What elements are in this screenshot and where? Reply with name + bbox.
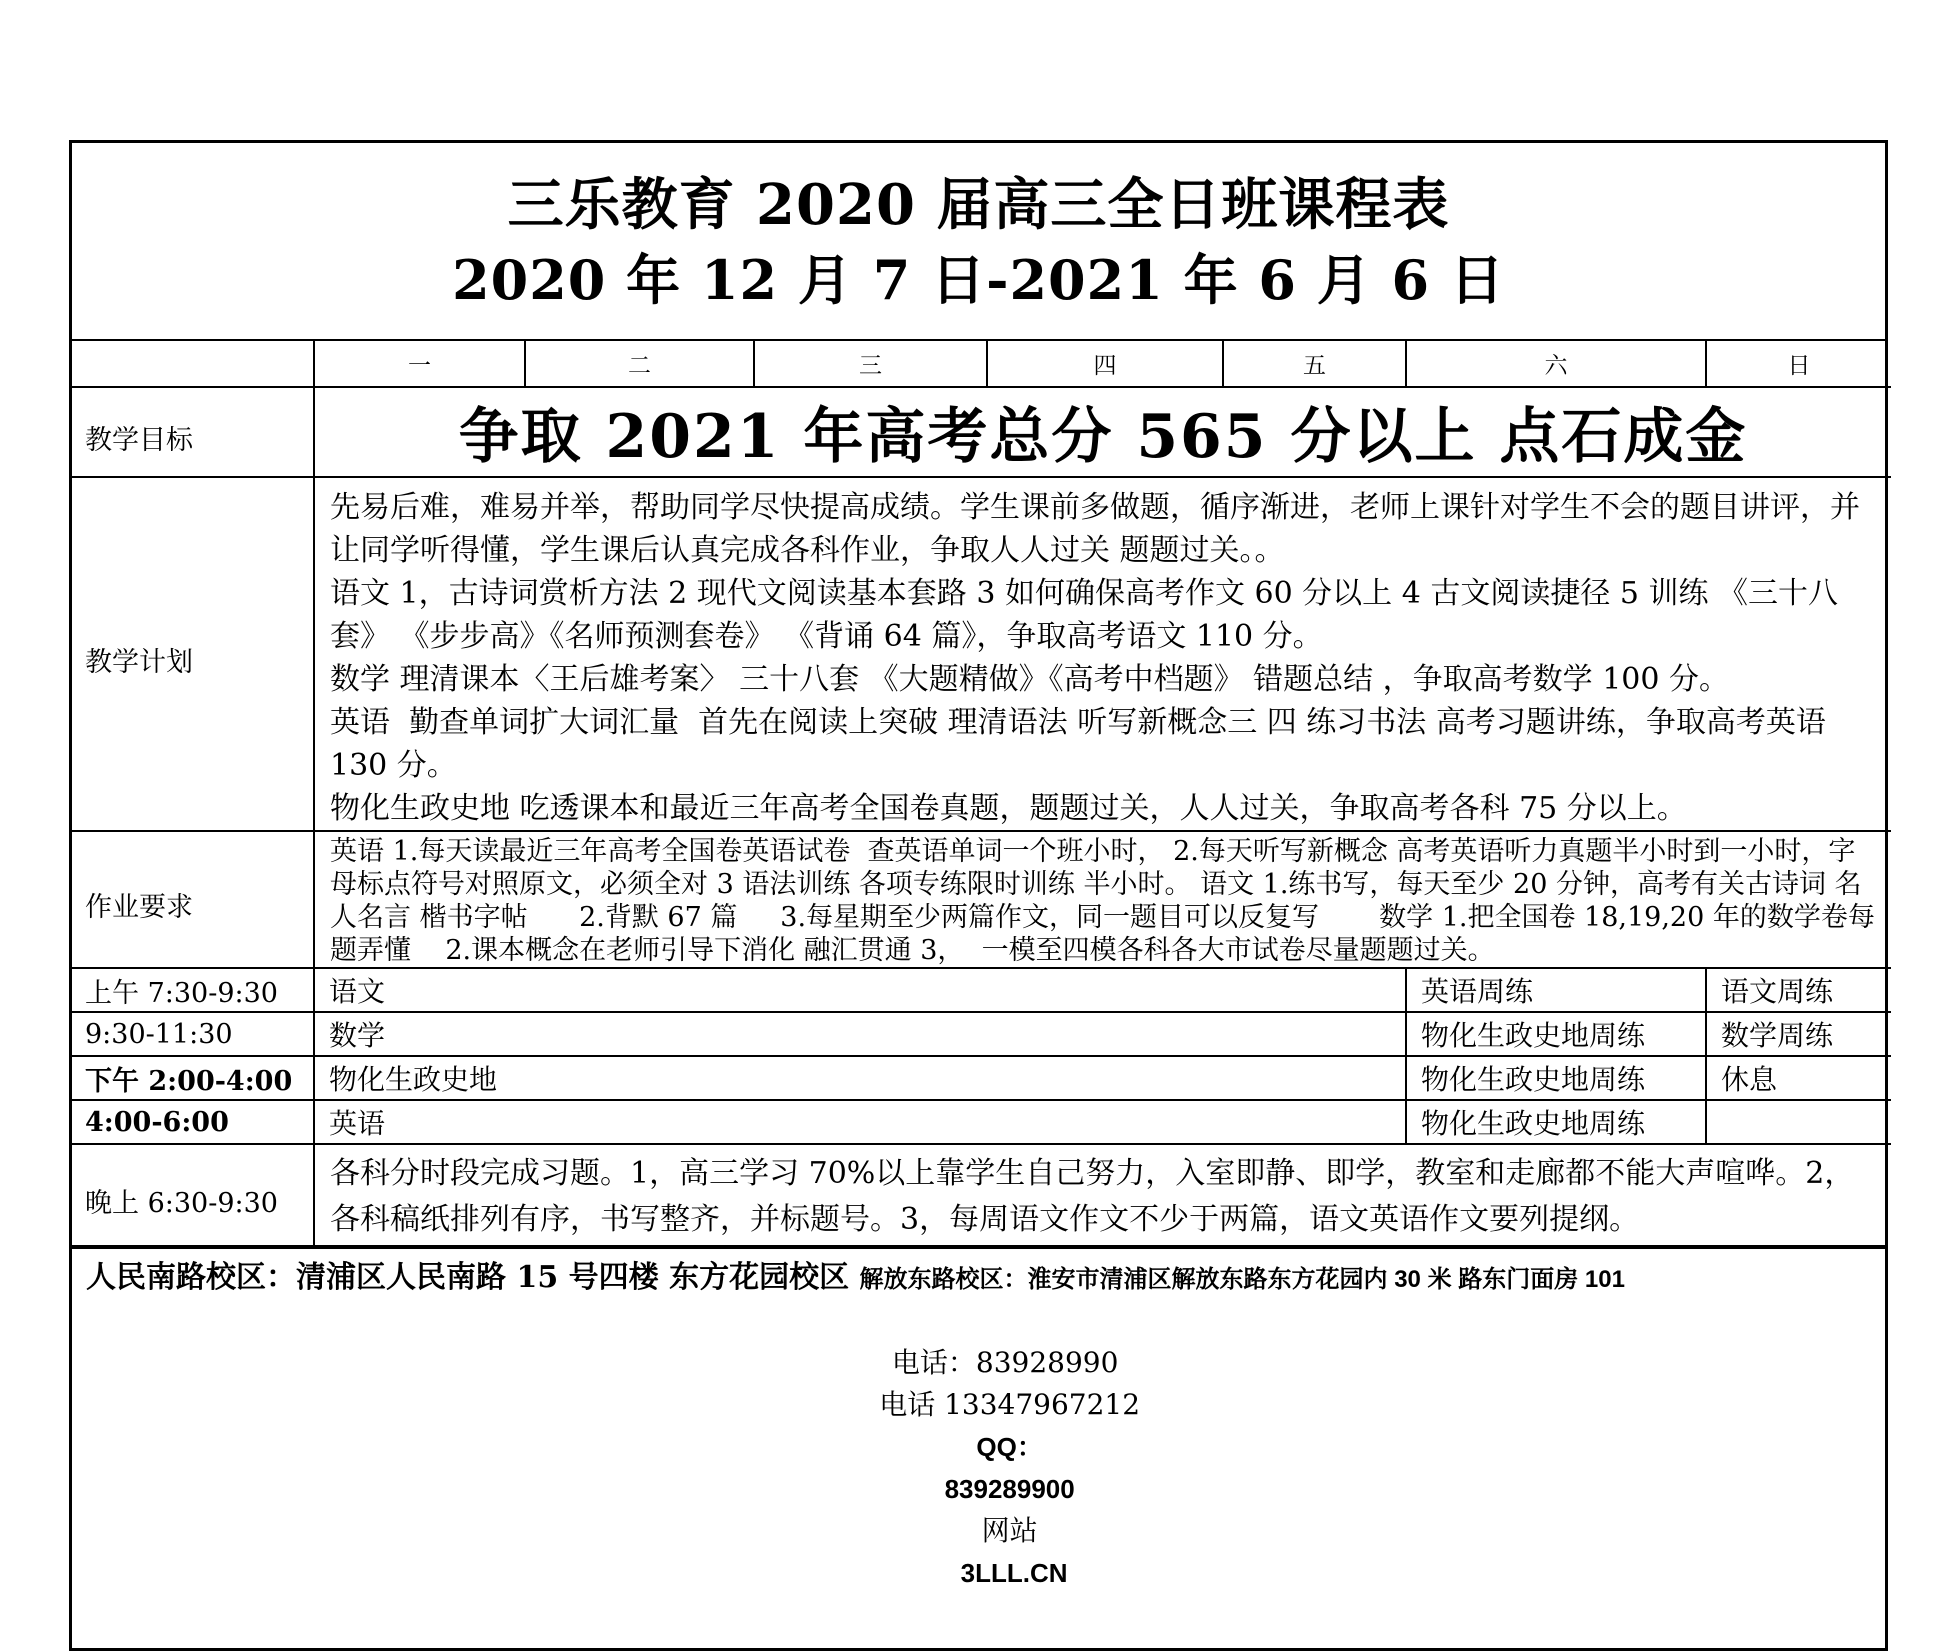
- saturday-cell: 物化生政史地周练: [1406, 1012, 1706, 1056]
- time-slot-label: 上午 7:30-9:30: [72, 968, 314, 1012]
- teaching-goal-row: [72, 387, 1891, 477]
- weekday-header-thu: 四: [987, 341, 1223, 387]
- plan-science: 物化生政史地 吃透课本和最近三年高考全国卷真题，题题过关，人人过关，争取高考各科 75 分以上。: [330, 791, 1687, 826]
- time-slot-label: 4:00-6:00: [72, 1100, 314, 1144]
- time-slot-label: 下午 2:00-4:00: [72, 1056, 314, 1100]
- evening-rules-text: 各科分时段完成习题。1，高三学习 70%以上靠学生自己努力，入室即静、即学，教室和走廊都不能大声喧哗。2，各科稿纸排列有序，书写整齐，并标题号。3，每周语文作文不少于两篇，语文英语作文要列提纲。: [314, 1144, 1891, 1245]
- footer-block: [72, 1245, 1885, 1648]
- saturday-cell: 英语周练: [1406, 968, 1706, 1012]
- plan-english: 英语 勤查单词扩大词汇量 首先在阅读上突破 理清语法 听写新概念三 四 练习书法 高考习题讲练，争取高考英语 130 分。: [330, 705, 1836, 783]
- weekday-header-tue: 二: [525, 341, 754, 387]
- schedule-row-afternoon1: [72, 1056, 1891, 1100]
- title-block: [72, 143, 1885, 341]
- campus-east-address: 解放东路校区：淮安市清浦区解放东路东方花园内 30 米 路东门面房 101: [859, 1266, 1625, 1293]
- teaching-goal-text: 争取 2021 年高考总分 565 分以上 点石成金: [314, 387, 1891, 477]
- sunday-cell: [1706, 1100, 1891, 1144]
- evening-time-label: 晚上 6:30-9:30: [72, 1144, 314, 1245]
- homework-row: [72, 831, 1891, 968]
- teaching-plan-row: [72, 477, 1891, 831]
- schedule-row-morning1: [72, 968, 1891, 1012]
- timetable: [72, 341, 1891, 1245]
- main-title: 三乐教育 2020 届高三全日班课程表: [507, 172, 1450, 238]
- weekday-header-fri: 五: [1223, 341, 1406, 387]
- schedule-row-morning2: [72, 1012, 1891, 1056]
- time-slot-label: 9:30-11:30: [72, 1012, 314, 1056]
- qq-label: QQ：: [976, 1432, 1043, 1462]
- weekday-subject-cell: 语文: [314, 968, 1406, 1012]
- teaching-goal-label: 教学目标: [72, 387, 314, 477]
- weekday-header-empty: [72, 341, 314, 387]
- homework-label: 作业要求: [72, 831, 314, 968]
- weekday-header-row: [72, 341, 1891, 387]
- plan-intro: 先易后难，难易并举，帮助同学尽快提高成绩。学生课前多做题，循序渐进，老师上课针对学生不会的题目讲评，并让同学听得懂，学生课后认真完成各科作业，争取人人过关 题题过关。。: [330, 490, 1860, 568]
- homework-text: 英语 1.每天读最近三年高考全国卷英语试卷 查英语单词一个班小时， 2.每天听写新概念 高考英语听力真题半小时到一小时，字母标点符号对照原文，必须全对 3 语法训练 各项专练限时训练 半小时。 语文 1.练书写，每天至少 20 分钟，高考有关古诗词 名人名言 楷书字帖 2.背默 67 篇 3.每星期至少两篇作文，同一题目可以反复写 数学 1.把全国卷 18,19,20 年的数学卷每题弄懂 2.课本概念在老师引导下消化 融汇贯通 3， 一模至四模各科各大市试卷尽量题题过关。: [314, 831, 1891, 968]
- campus-main-address: 人民南路校区：清浦区人民南路 15 号四楼 东方花园校区: [86, 1260, 850, 1295]
- phone-2: 电话 13347967212: [879, 1388, 1141, 1421]
- website-url: 3LLL.CN: [960, 1558, 1068, 1588]
- schedule-document: [69, 140, 1888, 1651]
- weekday-header-wed: 三: [754, 341, 987, 387]
- saturday-cell: 物化生政史地周练: [1406, 1100, 1706, 1144]
- weekday-header-sat: 六: [1406, 341, 1706, 387]
- qq-number: 839289900: [944, 1474, 1075, 1504]
- weekday-subject-cell: 物化生政史地: [314, 1056, 1406, 1100]
- date-range-subtitle: 2020 年 12 月 7 日-2021 年 6 月 6 日: [452, 248, 1505, 312]
- plan-math: 数学 理清课本〈王后雄考案〉 三十八套 《大题精做》《高考中档题》 错题总结 ，争取高考数学 100 分。: [330, 662, 1730, 697]
- plan-chinese: 语文 1，古诗词赏析方法 2 现代文阅读基本套路 3 如何确保高考作文 60 分以上 4 古文阅读捷径 5 训练 《三十八套》 《步步高》《名师预测套卷》 《背诵 64 篇》，争取高考语文 110 分。: [330, 576, 1839, 654]
- weekday-subject-cell: 英语: [314, 1100, 1406, 1144]
- sunday-cell: 数学周练: [1706, 1012, 1891, 1056]
- phone-1: 电话：83928990: [891, 1346, 1119, 1379]
- website-label: 网站: [981, 1514, 1038, 1547]
- schedule-row-evening: [72, 1144, 1891, 1245]
- weekday-header-sun: 日: [1706, 341, 1891, 387]
- campus-info-line: [86, 1258, 1871, 1300]
- sunday-cell: 语文周练: [1706, 968, 1891, 1012]
- weekday-subject-cell: 数学: [314, 1012, 1406, 1056]
- contact-line: [86, 1300, 1871, 1636]
- teaching-plan-label: 教学计划: [72, 477, 314, 831]
- saturday-cell: 物化生政史地周练: [1406, 1056, 1706, 1100]
- sunday-cell: 休息: [1706, 1056, 1891, 1100]
- weekday-header-mon: 一: [314, 341, 525, 387]
- teaching-plan-text: [314, 477, 1891, 831]
- schedule-row-afternoon2: [72, 1100, 1891, 1144]
